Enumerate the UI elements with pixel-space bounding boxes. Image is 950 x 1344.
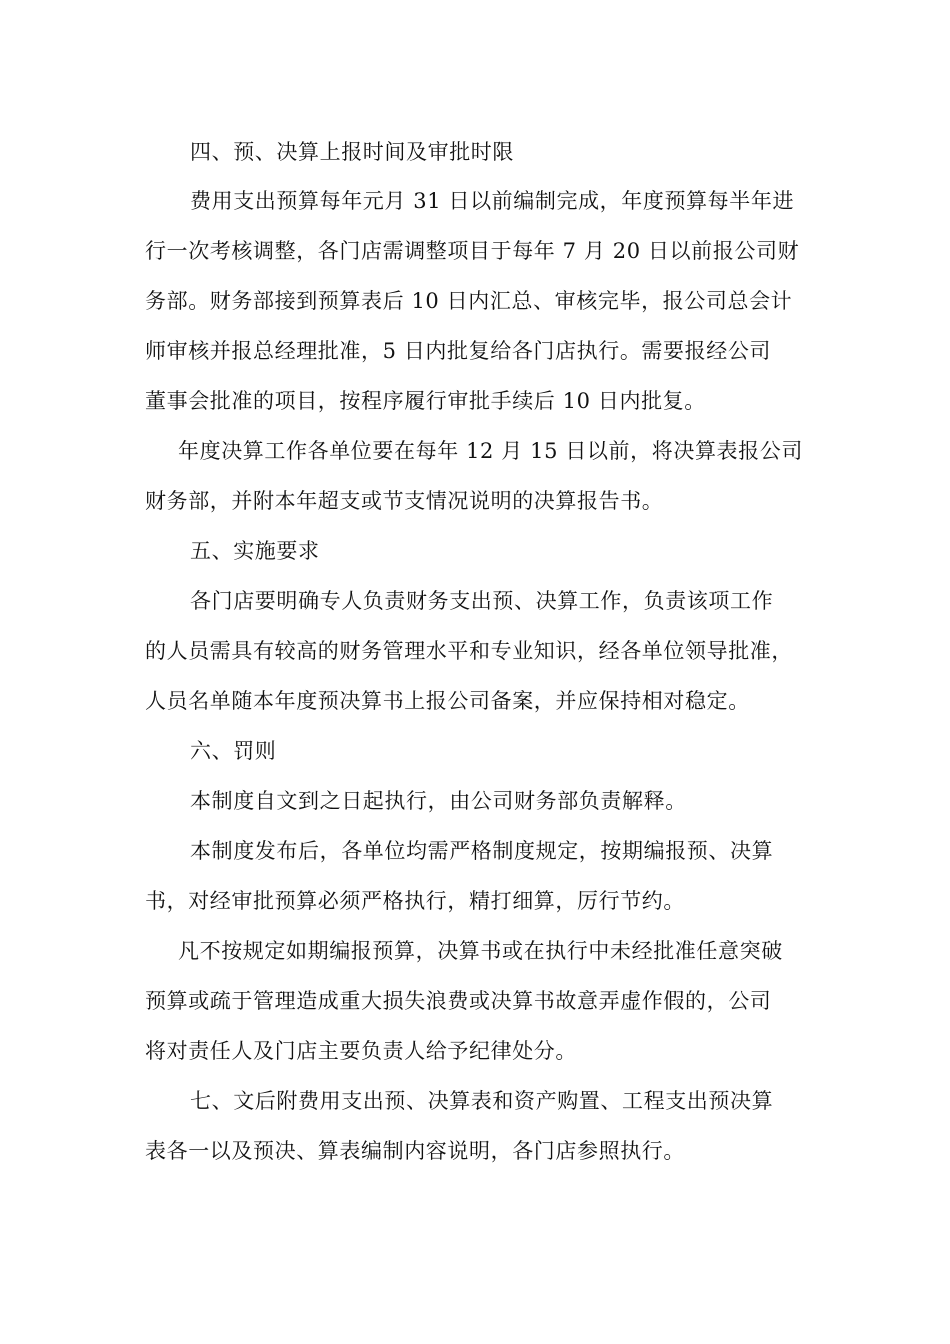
paragraph-line: 务部。财务部接到预算表后 10 日内汇总、审核完毕，报公司总会计: [145, 289, 793, 313]
section-heading-5: 五、实施要求: [190, 539, 320, 563]
paragraph-line: 费用支出预算每年元月 31 日以前编制完成，年度预算每半年进: [190, 189, 795, 213]
paragraph-line: 本制度自文到之日起执行，由公司财务部负责解释。: [190, 789, 687, 813]
paragraph-line: 书，对经审批预算必须严格执行，精打细算，厉行节约。: [145, 889, 685, 913]
paragraph-line: 年度决算工作各单位要在每年 12 月 15 日以前，将决算表报公司: [178, 439, 803, 463]
paragraph-line: 本制度发布后，各单位均需严格制度规定，按期编报预、决算: [190, 839, 774, 863]
paragraph-line: 将对责任人及门店主要负责人给予纪律处分。: [145, 1039, 577, 1063]
section-heading-6: 六、罚则: [190, 739, 277, 763]
paragraph-line: 凡不按规定如期编报预算，决算书或在执行中未经批准任意突破: [178, 939, 783, 963]
paragraph-line: 董事会批准的项目，按程序履行审批手续后 10 日内批复。: [145, 389, 706, 413]
paragraph-line: 行一次考核调整，各门店需调整项目于每年 7 月 20 日以前报公司财: [145, 239, 800, 263]
paragraph-line: 的人员需具有较高的财务管理水平和专业知识，经各单位领导批准，: [145, 639, 793, 663]
paragraph-line: 各门店要明确专人负责财务支出预、决算工作，负责该项工作: [190, 589, 774, 613]
paragraph-line: 师审核并报总经理批准，5 日内批复给各门店执行。需要报经公司: [145, 339, 772, 363]
section-heading-4: 四、预、决算上报时间及审批时限: [190, 140, 514, 164]
paragraph-line: 表各一以及预决、算表编制内容说明，各门店参照执行。: [145, 1139, 685, 1163]
paragraph-line: 财务部，并附本年超支或节支情况说明的决算报告书。: [145, 489, 664, 513]
section-heading-7: 七、文后附费用支出预、决算表和资产购置、工程支出预决算: [190, 1089, 774, 1113]
paragraph-line: 人员名单随本年度预决算书上报公司备案，并应保持相对稳定。: [145, 689, 750, 713]
paragraph-line: 预算或疏于管理造成重大损失浪费或决算书故意弄虚作假的，公司: [145, 989, 772, 1013]
